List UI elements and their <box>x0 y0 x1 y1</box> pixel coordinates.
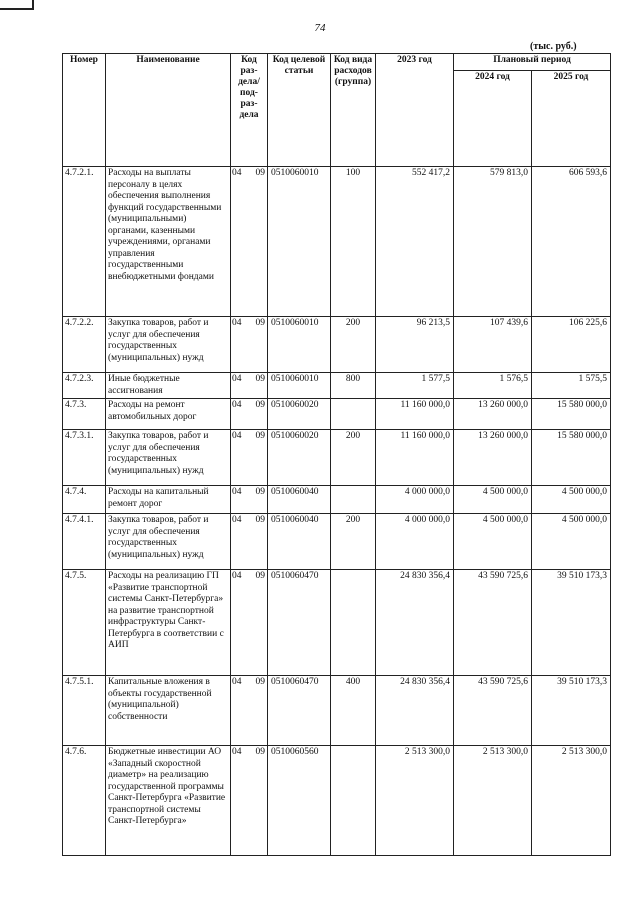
row-2024: 579 813,0 <box>454 167 532 317</box>
row-2025: 15 580 000,0 <box>532 430 611 486</box>
row-section: 04 <box>231 317 253 373</box>
table-row <box>63 167 611 317</box>
row-2025: 4 500 000,0 <box>532 486 611 514</box>
row-type <box>331 486 376 514</box>
row-target: 0510060470 <box>268 676 331 746</box>
row-name: Закупка товаров, работ и услуг для обеспечения государственных (муниципальных) нужд <box>106 317 231 373</box>
table-row <box>63 514 611 570</box>
row-2025: 606 593,6 <box>532 167 611 317</box>
row-number: 4.7.5. <box>63 570 106 676</box>
header-2023: 2023 год <box>376 54 454 167</box>
row-subsection: 09 <box>253 514 268 570</box>
row-2025: 39 510 173,3 <box>532 570 611 676</box>
row-name: Иные бюджетные ассигнования <box>106 373 231 399</box>
row-number: 4.7.3. <box>63 399 106 430</box>
row-subsection: 09 <box>253 373 268 399</box>
row-2023: 552 417,2 <box>376 167 454 317</box>
row-2024: 43 590 725,6 <box>454 570 532 676</box>
row-2023: 24 830 356,4 <box>376 676 454 746</box>
row-type <box>331 746 376 856</box>
row-type: 400 <box>331 676 376 746</box>
row-type: 200 <box>331 430 376 486</box>
row-target: 0510060010 <box>268 373 331 399</box>
row-number: 4.7.3.1. <box>63 430 106 486</box>
row-2023: 96 213,5 <box>376 317 454 373</box>
row-number: 4.7.2.1. <box>63 167 106 317</box>
table-row <box>63 373 611 399</box>
row-subsection: 09 <box>253 486 268 514</box>
row-target: 0510060470 <box>268 570 331 676</box>
row-section: 04 <box>231 676 253 746</box>
row-section: 04 <box>231 746 253 856</box>
row-section: 04 <box>231 570 253 676</box>
row-subsection: 09 <box>253 399 268 430</box>
row-name: Расходы на ремонт автомобильных дорог <box>106 399 231 430</box>
row-subsection: 09 <box>253 676 268 746</box>
row-2024: 2 513 300,0 <box>454 746 532 856</box>
header-plan-period: Плановый период <box>454 54 611 71</box>
row-2025: 106 225,6 <box>532 317 611 373</box>
table-row <box>63 399 611 430</box>
row-2024: 4 500 000,0 <box>454 486 532 514</box>
row-target: 0510060560 <box>268 746 331 856</box>
row-section: 04 <box>231 486 253 514</box>
row-2025: 2 513 300,0 <box>532 746 611 856</box>
row-2024: 107 439,6 <box>454 317 532 373</box>
row-2024: 1 576,5 <box>454 373 532 399</box>
table-row <box>63 570 611 676</box>
row-section: 04 <box>231 514 253 570</box>
row-number: 4.7.5.1. <box>63 676 106 746</box>
row-2023: 1 577,5 <box>376 373 454 399</box>
header-target: Код целевой статьи <box>268 54 331 167</box>
row-2024: 4 500 000,0 <box>454 514 532 570</box>
row-section: 04 <box>231 167 253 317</box>
row-2023: 4 000 000,0 <box>376 514 454 570</box>
row-type <box>331 399 376 430</box>
table-row <box>63 430 611 486</box>
header-2024: 2024 год <box>454 71 532 167</box>
header-name: Наименование <box>106 54 231 167</box>
row-name: Расходы на реализацию ГП «Развитие транспортной системы Санкт-Петербурга» на развитие транспортной инфраструктуры Санкт-Петербурга в соответствии с АИП <box>106 570 231 676</box>
row-target: 0510060040 <box>268 486 331 514</box>
row-2023: 2 513 300,0 <box>376 746 454 856</box>
row-subsection: 09 <box>253 317 268 373</box>
row-2024: 13 260 000,0 <box>454 430 532 486</box>
row-number: 4.7.4.1. <box>63 514 106 570</box>
table-row <box>63 317 611 373</box>
row-section: 04 <box>231 373 253 399</box>
row-2025: 39 510 173,3 <box>532 676 611 746</box>
row-2024: 43 590 725,6 <box>454 676 532 746</box>
row-type: 100 <box>331 167 376 317</box>
row-name: Закупка товаров, работ и услуг для обеспечения государственных (муниципальных) нужд <box>106 430 231 486</box>
corner-mark <box>0 0 34 10</box>
row-section: 04 <box>231 430 253 486</box>
header-2025: 2025 год <box>532 71 611 167</box>
row-2025: 4 500 000,0 <box>532 514 611 570</box>
row-name: Закупка товаров, работ и услуг для обеспечения государственных (муниципальных) нужд <box>106 514 231 570</box>
row-2025: 15 580 000,0 <box>532 399 611 430</box>
row-type: 800 <box>331 373 376 399</box>
row-number: 4.7.4. <box>63 486 106 514</box>
row-name: Бюджетные инвестиции АО «Западный скоростной диаметр» на реализацию государственной программы Санкт-Петербурга «Развитие транспортной системы Санкт-Петербурга» <box>106 746 231 856</box>
row-2023: 24 830 356,4 <box>376 570 454 676</box>
header-section: Код раз-дела/ под-раз-дела <box>231 54 268 167</box>
table-row <box>63 746 611 856</box>
row-2024: 13 260 000,0 <box>454 399 532 430</box>
row-type: 200 <box>331 514 376 570</box>
row-name: Расходы на выплаты персоналу в целях обеспечения выполнения функций государственными (муниципальными) органами, казенными учреждениями, органами управления государственными внебюджетными фондами <box>106 167 231 317</box>
row-target: 0510060040 <box>268 514 331 570</box>
row-section: 04 <box>231 399 253 430</box>
row-subsection: 09 <box>253 570 268 676</box>
row-subsection: 09 <box>253 430 268 486</box>
row-2025: 1 575,5 <box>532 373 611 399</box>
row-target: 0510060020 <box>268 399 331 430</box>
row-2023: 11 160 000,0 <box>376 399 454 430</box>
row-number: 4.7.2.2. <box>63 317 106 373</box>
row-name: Расходы на капитальный ремонт дорог <box>106 486 231 514</box>
row-name: Капитальные вложения в объекты государственной (муниципальной) собственности <box>106 676 231 746</box>
row-2023: 11 160 000,0 <box>376 430 454 486</box>
units-label: (тыс. руб.) <box>530 41 577 52</box>
table-row <box>63 486 611 514</box>
header-type: Код вида расходов (группа) <box>331 54 376 167</box>
row-2023: 4 000 000,0 <box>376 486 454 514</box>
header-number: Номер <box>63 54 106 167</box>
row-target: 0510060010 <box>268 167 331 317</box>
table-body <box>63 167 611 856</box>
row-type: 200 <box>331 317 376 373</box>
page-number: 74 <box>314 22 326 34</box>
row-target: 0510060010 <box>268 317 331 373</box>
budget-table <box>62 53 611 856</box>
row-number: 4.7.6. <box>63 746 106 856</box>
table-row <box>63 676 611 746</box>
row-target: 0510060020 <box>268 430 331 486</box>
row-type <box>331 570 376 676</box>
row-subsection: 09 <box>253 746 268 856</box>
row-number: 4.7.2.3. <box>63 373 106 399</box>
row-subsection: 09 <box>253 167 268 317</box>
